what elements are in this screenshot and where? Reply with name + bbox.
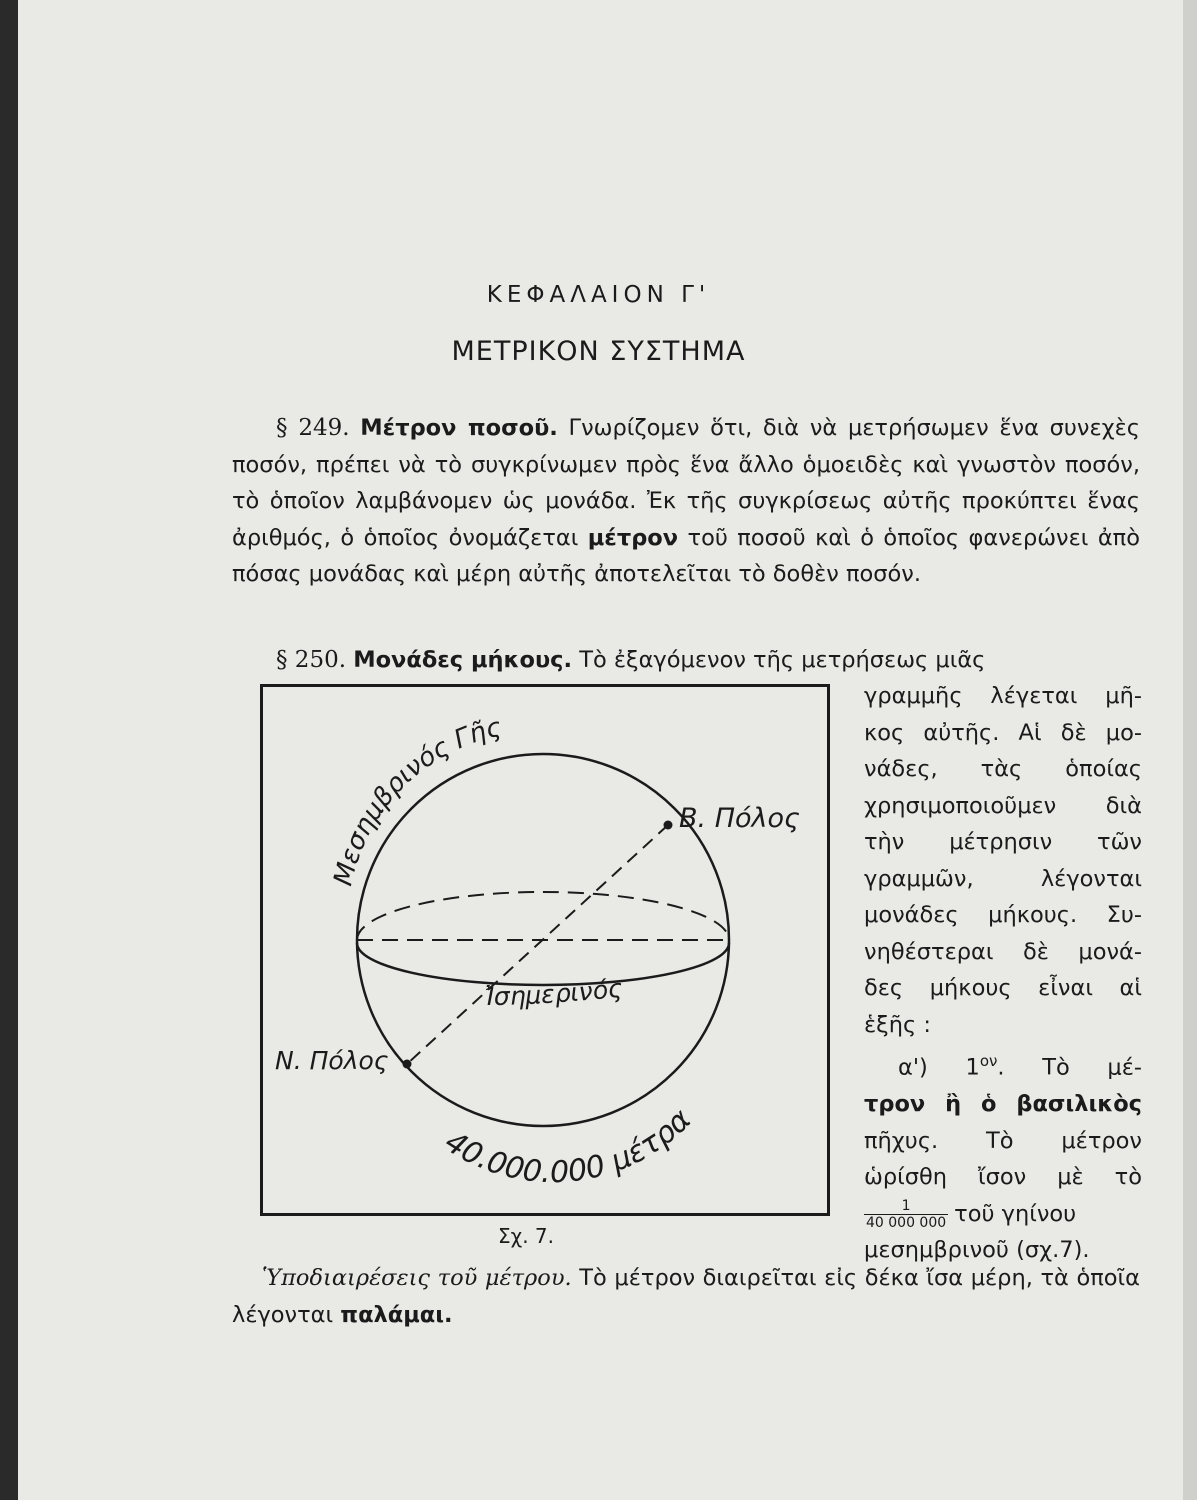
side-line: γραμμῆς λέγεται μῆ-: [864, 683, 1142, 709]
last-line: μεσημβρινοῦ (σχ.7).: [864, 1237, 1090, 1263]
side-line: ἑξῆς :: [864, 1011, 931, 1038]
figure-earth-diagram: [260, 684, 830, 1216]
side-line: μονάδες μήκους. Συ-: [864, 902, 1142, 928]
fraction-line: [864, 1196, 1142, 1233]
chapter-title: ΚΕΦΑΛΑΙΟΝ Γ': [486, 282, 711, 308]
fraction-denominator: 40 000 000: [866, 1214, 947, 1231]
side-line: δες μήκους εἶναι αἱ: [864, 975, 1142, 1001]
label-meridian: Μεσημβρινός Γῆς: [328, 712, 505, 889]
subdivisions-term: παλάμαι.: [340, 1301, 453, 1328]
north-pole-dot: [664, 821, 673, 830]
item-a: [864, 1043, 1142, 1086]
side-line: κος αὐτῆς. Αἱ δὲ μο-: [864, 719, 1142, 746]
chapter-subtitle: ΜΕΤΡΙΚΟΝ ΣΥΣΤΗΜΑ: [451, 336, 746, 367]
fraction-numerator: 1: [901, 1197, 911, 1214]
side-line: γραμμῶν, λέγονται: [864, 865, 1142, 892]
section-250-number: § 250.: [276, 647, 347, 673]
section-249: [232, 410, 1140, 593]
item-a-label: α') 1: [898, 1054, 980, 1081]
section-249-title: Μέτρον ποσοῦ.: [360, 415, 558, 441]
page-left-edge: [0, 0, 18, 1500]
after-fraction: τοῦ γηίνου: [954, 1200, 1077, 1227]
section-250-text-a: Τὸ ἐξαγόμενον τῆς μετρήσεως μιᾶς: [579, 647, 986, 673]
section-250-side-text: [864, 678, 1142, 1269]
item-a-sup: ον: [979, 1052, 998, 1070]
section-249-text-b: τοῦ ποσοῦ καὶ ὁ ὁποῖος φανερώνει ἀπὸ πόσας μονάδας καὶ μέρη αὐτῆς ἀποτελεῖται τὸ δοθὲν ποσόν.: [232, 524, 1140, 587]
item-a-line2: τρον ἢ ὁ βασιλικὸς: [864, 1091, 1142, 1117]
section-249-number: § 249.: [276, 415, 350, 441]
subdivisions-text: Τὸ μέτρον διαιρεῖται εἰς δέκα ἴσα μέρη, τὰ ὁποῖα λέγονται: [232, 1265, 1140, 1328]
label-north-pole: Β. Πόλος: [679, 803, 800, 834]
section-249-term: μέτρον: [587, 524, 679, 551]
item-a-line3: πῆχυς. Τὸ μέτρον: [864, 1127, 1142, 1154]
section-250-intro: [232, 642, 1140, 679]
fraction: [864, 1198, 948, 1231]
earth-diagram-svg: [263, 687, 827, 1213]
side-line: νηθέστεραι δὲ μονά-: [864, 938, 1142, 965]
label-south-pole: Ν. Πόλος: [275, 1046, 389, 1075]
item-a-line4: ὡρίσθη ἴσον μὲ τὸ: [864, 1164, 1142, 1190]
label-equator: Ἰσημερινός: [484, 973, 624, 1012]
figure-caption: Σχ. 7.: [498, 1224, 554, 1248]
page-right-edge: [1183, 0, 1197, 1500]
label-length: 40.000.000 μέτρα: [438, 1102, 699, 1191]
axis-dashed: [407, 825, 668, 1064]
equator-back-dashed: [357, 892, 729, 940]
side-line: τὴν μέτρησιν τῶν: [864, 829, 1142, 855]
subdivisions-paragraph: [232, 1260, 1140, 1333]
section-249-text-a: Γνωρίζομεν ὅτι, διὰ νὰ μετρήσωμεν ἕνα συνεχὲς ποσόν, πρέπει νὰ τὸ συγκρίνωμεν πρὸς ἕνα ἄλλο ὁμοειδὲς καὶ γνωστὸν ποσόν, τὸ ὁποῖον λαμβάνομεν ὡς μονάδα. Ἐκ τῆς συγκρίσεως αὐτῆς προκύπτει ἕνας ἀριθμός, ὁ ὁποῖος ὀνομάζεται: [232, 415, 1141, 551]
side-line: νάδες, τὰς ὁποίας: [864, 756, 1142, 782]
item-a-text: . Τὸ μέ-: [997, 1054, 1143, 1081]
side-line: χρησιμοποιοῦμεν διὰ: [864, 792, 1142, 819]
section-250-title: Μονάδες μήκους.: [353, 647, 573, 673]
south-pole-dot: [403, 1060, 412, 1069]
equator-front: [357, 943, 729, 985]
subdivisions-title: Ὑποδιαιρέσεις τοῦ μέτρου.: [262, 1265, 572, 1291]
